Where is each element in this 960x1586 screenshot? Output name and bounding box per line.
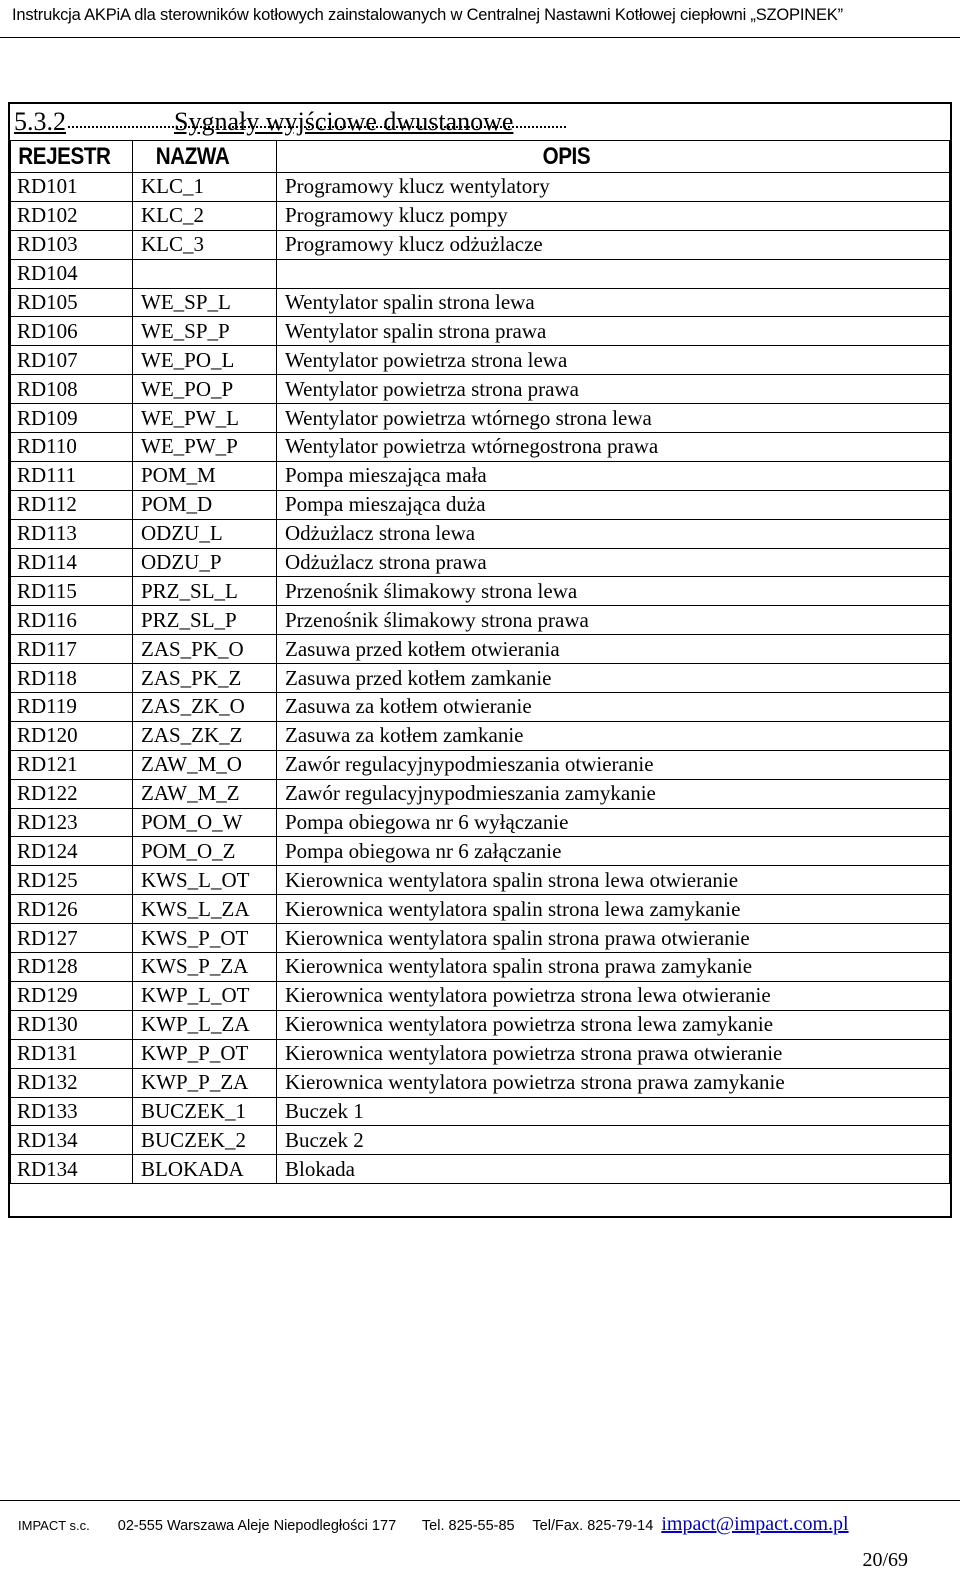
page-number: 20/69 (862, 1549, 908, 1571)
description-cell: Przenośnik ślimakowy strona prawa (277, 606, 950, 635)
register-cell: RD120 (11, 721, 133, 750)
name-cell: KWS_L_ZA (133, 895, 277, 924)
description-cell: Kierownica wentylatora powietrza strona prawa zamykanie (277, 1068, 950, 1097)
description-cell: Kierownica wentylatora spalin strona prawa otwieranie (277, 924, 950, 953)
footer-company: IMPACT s.c. (18, 1518, 90, 1533)
register-cell: RD129 (11, 981, 133, 1010)
table-body (11, 173, 950, 1184)
name-cell: ZAS_ZK_O (133, 693, 277, 722)
table-row (11, 375, 950, 404)
table-row (11, 1010, 950, 1039)
name-cell: KWS_P_OT (133, 924, 277, 953)
name-cell: ODZU_P (133, 548, 277, 577)
description-cell: Zasuwa za kotłem zamkanie (277, 721, 950, 750)
table-row (11, 664, 950, 693)
table-row (11, 1068, 950, 1097)
description-cell: Zawór regulacyjnypodmieszania otwieranie (277, 750, 950, 779)
name-cell: WE_PO_L (133, 346, 277, 375)
table-row (11, 490, 950, 519)
table-row (11, 808, 950, 837)
description-cell: Zasuwa przed kotłem zamkanie (277, 664, 950, 693)
register-cell: RD103 (11, 230, 133, 259)
name-cell: PRZ_SL_L (133, 577, 277, 606)
register-cell: RD116 (11, 606, 133, 635)
table-row (11, 230, 950, 259)
register-cell: RD134 (11, 1155, 133, 1184)
name-cell: ZAW_M_O (133, 750, 277, 779)
register-cell: RD104 (11, 259, 133, 288)
name-cell: KWP_L_OT (133, 981, 277, 1010)
page-footer (0, 1500, 960, 1586)
table-row (11, 924, 950, 953)
name-cell: POM_D (133, 490, 277, 519)
description-cell: Kierownica wentylatora powietrza strona prawa otwieranie (277, 1039, 950, 1068)
register-cell: RD102 (11, 201, 133, 230)
name-cell: ZAS_PK_O (133, 635, 277, 664)
table-row (11, 461, 950, 490)
section-box (8, 102, 952, 1218)
table-row (11, 693, 950, 722)
name-cell: WE_SP_P (133, 317, 277, 346)
description-cell: Blokada (277, 1155, 950, 1184)
table-row (11, 837, 950, 866)
table-row (11, 895, 950, 924)
description-cell: Odżużlacz strona prawa (277, 548, 950, 577)
name-cell: BLOKADA (133, 1155, 277, 1184)
name-cell: WE_PW_L (133, 404, 277, 433)
description-cell: Kierownica wentylatora powietrza strona lewa otwieranie (277, 981, 950, 1010)
register-cell: RD119 (11, 693, 133, 722)
name-cell: BUCZEK_2 (133, 1126, 277, 1155)
name-cell: PRZ_SL_P (133, 606, 277, 635)
name-cell: WE_PO_P (133, 375, 277, 404)
register-cell: RD132 (11, 1068, 133, 1097)
name-cell: KLC_2 (133, 201, 277, 230)
footer-email-link[interactable]: impact@impact.com.pl (661, 1513, 849, 1535)
signals-table (10, 140, 950, 1184)
table-row (11, 577, 950, 606)
footer-phone: Tel. 825-55-85 (421, 1518, 515, 1534)
description-cell (277, 259, 950, 288)
register-cell: RD127 (11, 924, 133, 953)
table-header-row (11, 141, 950, 173)
table-row (11, 548, 950, 577)
table-row (11, 779, 950, 808)
section-title: Sygnały wyjściowe dwustanowe (174, 107, 514, 136)
description-cell: Odżużlacz strona lewa (277, 519, 950, 548)
register-cell: RD134 (11, 1126, 133, 1155)
register-cell: RD106 (11, 317, 133, 346)
table-row (11, 721, 950, 750)
name-cell: WE_PW_P (133, 433, 277, 462)
register-cell: RD110 (11, 433, 133, 462)
header-text: Instrukcja AKPiA dla sterowników kotłowych zainstalowanych w Centralnej Nastawni Kotłowej ciepłowni „SZOPINEK” (12, 6, 843, 24)
table-row (11, 953, 950, 982)
table-row (11, 981, 950, 1010)
register-cell: RD115 (11, 577, 133, 606)
register-cell: RD114 (11, 548, 133, 577)
register-cell: RD128 (11, 953, 133, 982)
table-row (11, 1155, 950, 1184)
description-cell: Buczek 1 (277, 1097, 950, 1126)
table-row (11, 1039, 950, 1068)
name-cell: KWP_P_OT (133, 1039, 277, 1068)
description-cell: Programowy klucz wentylatory (277, 173, 950, 202)
description-cell: Zawór regulacyjnypodmieszania zamykanie (277, 779, 950, 808)
name-cell: KWS_L_OT (133, 866, 277, 895)
header-nazwa: NAZWA (133, 141, 257, 173)
register-cell: RD121 (11, 750, 133, 779)
register-cell: RD124 (11, 837, 133, 866)
register-cell: RD126 (11, 895, 133, 924)
register-cell: RD105 (11, 288, 133, 317)
description-cell: Programowy klucz pompy (277, 201, 950, 230)
description-cell: Pompa mieszająca mała (277, 461, 950, 490)
register-cell: RD118 (11, 664, 133, 693)
register-cell: RD109 (11, 404, 133, 433)
register-cell: RD108 (11, 375, 133, 404)
register-cell: RD131 (11, 1039, 133, 1068)
register-cell: RD107 (11, 346, 133, 375)
register-cell: RD122 (11, 779, 133, 808)
footer-address: 02-555 Warszawa Aleje Niepodległości 177 (117, 1518, 397, 1534)
table-row (11, 866, 950, 895)
register-cell: RD125 (11, 866, 133, 895)
description-cell: Pompa mieszająca duża (277, 490, 950, 519)
register-cell: RD101 (11, 173, 133, 202)
name-cell: ZAS_PK_Z (133, 664, 277, 693)
name-cell: KWP_P_ZA (133, 1068, 277, 1097)
table-row (11, 1126, 950, 1155)
register-cell: RD113 (11, 519, 133, 548)
description-cell: Kierownica wentylatora spalin strona prawa zamykanie (277, 953, 950, 982)
table-row (11, 606, 950, 635)
header-rejestr: REJESTR (11, 141, 116, 173)
register-cell: RD112 (11, 490, 133, 519)
description-cell: Buczek 2 (277, 1126, 950, 1155)
table-row (11, 404, 950, 433)
description-cell: Przenośnik ślimakowy strona lewa (277, 577, 950, 606)
description-cell: Zasuwa za kotłem otwieranie (277, 693, 950, 722)
name-cell: KWS_P_ZA (133, 953, 277, 982)
description-cell: Wentylator spalin strona prawa (277, 317, 950, 346)
table-row (11, 259, 950, 288)
register-cell: RD130 (11, 1010, 133, 1039)
table-row (11, 750, 950, 779)
name-cell: KLC_1 (133, 173, 277, 202)
table-row (11, 173, 950, 202)
description-cell: Wentylator spalin strona lewa (277, 288, 950, 317)
name-cell: ODZU_L (133, 519, 277, 548)
register-cell: RD133 (11, 1097, 133, 1126)
section-number: 5.3.2 (14, 107, 66, 136)
description-cell: Kierownica wentylatora powietrza strona lewa zamykanie (277, 1010, 950, 1039)
name-cell: POM_O_W (133, 808, 277, 837)
name-cell: KLC_3 (133, 230, 277, 259)
section-heading (10, 104, 950, 140)
description-cell: Wentylator powietrza strona prawa (277, 375, 950, 404)
name-cell: POM_M (133, 461, 277, 490)
table-row (11, 317, 950, 346)
name-cell (133, 259, 277, 288)
name-cell: ZAW_M_Z (133, 779, 277, 808)
name-cell: ZAS_ZK_Z (133, 721, 277, 750)
table-row (11, 635, 950, 664)
page-header (0, 0, 960, 38)
table-row (11, 346, 950, 375)
register-cell: RD123 (11, 808, 133, 837)
table-row (11, 433, 950, 462)
description-cell: Pompa obiegowa nr 6 wyłączanie (277, 808, 950, 837)
description-cell: Pompa obiegowa nr 6 załączanie (277, 837, 950, 866)
name-cell: KWP_L_ZA (133, 1010, 277, 1039)
header-opis: OPIS (277, 141, 856, 173)
description-cell: Wentylator powietrza strona lewa (277, 346, 950, 375)
table-row (11, 519, 950, 548)
name-cell: WE_SP_L (133, 288, 277, 317)
footer-contact (18, 1513, 849, 1536)
register-cell: RD111 (11, 461, 133, 490)
name-cell: POM_O_Z (133, 837, 277, 866)
description-cell: Wentylator powietrza wtórnego strona lewa (277, 404, 950, 433)
name-cell: BUCZEK_1 (133, 1097, 277, 1126)
table-row (11, 1097, 950, 1126)
description-cell: Wentylator powietrza wtórnegostrona prawa (277, 433, 950, 462)
footer-fax: Tel/Fax. 825-79-14 (532, 1518, 654, 1534)
register-cell: RD117 (11, 635, 133, 664)
table-row (11, 201, 950, 230)
table-row (11, 288, 950, 317)
description-cell: Programowy klucz odżużlacze (277, 230, 950, 259)
description-cell: Kierownica wentylatora spalin strona lewa otwieranie (277, 866, 950, 895)
description-cell: Kierownica wentylatora spalin strona lewa zamykanie (277, 895, 950, 924)
description-cell: Zasuwa przed kotłem otwierania (277, 635, 950, 664)
